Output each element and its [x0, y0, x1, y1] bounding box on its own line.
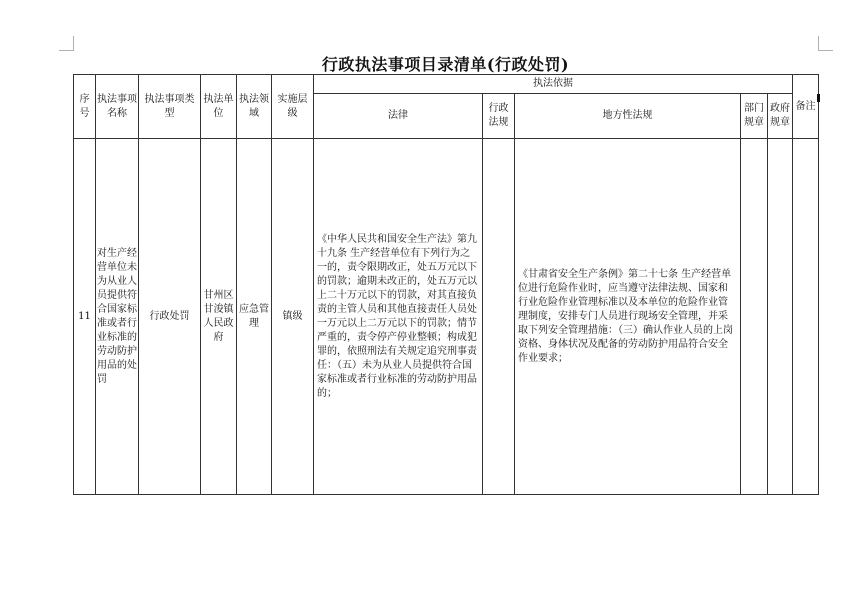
header-seq: 序号: [74, 75, 96, 139]
cell-local-reg: 《甘肃省安全生产条例》第二十七条 生产经营单位进行危险作业时，应当遵守法律法规、国家和行业危险作业管理标准以及本单位的危险作业管理制度，安排专门人员进行现场安全管理，并采取下列安全管理措施：（三）确认作业人员的上岗资格、身体状况及配备的劳动防护用品符合安全作业要求；: [515, 139, 741, 495]
cell-law: 《中华人民共和国安全生产法》第九十九条 生产经营单位有下列行为之一的，责令限期改正，处五万元以下的罚款；逾期未改正的，处五万元以上二十万元以下的罚款，对其直接负责的主管人员和其他直接责任人员处一万元以上二万元以下的罚款；情节严重的，责令停产停业整顿；构成犯罪的，依照刑法有关规定追究刑事责任：（五）未为从业人员提供符合国家标准或者行业标准的劳动防护用品的；: [314, 139, 483, 495]
header-remark: 备注: [793, 75, 819, 139]
crop-mark-top-left: [59, 36, 74, 51]
header-law: 法律: [314, 94, 483, 139]
table-row: [74, 139, 819, 495]
header-admin-reg: 行政法规: [483, 94, 515, 139]
header-dept-rule: 部门规章: [741, 94, 768, 139]
cell-seq: 11: [74, 139, 96, 495]
cell-item-name: 对生产经营单位未为从业人员提供符合国家标准或者行业标准的劳动防护用品的处罚: [96, 139, 139, 495]
header-domain: 执法领域: [237, 75, 272, 139]
header-unit: 执法单位: [201, 75, 237, 139]
cell-unit: 甘州区甘浚镇人民政府: [201, 139, 237, 495]
header-level: 实施层级: [272, 75, 314, 139]
crop-mark-top-right: [818, 36, 833, 51]
cell-level: 镇级: [272, 139, 314, 495]
header-local-reg: 地方性法规: [515, 94, 741, 139]
cell-domain: 应急管理: [237, 139, 272, 495]
cell-admin-reg: [483, 139, 515, 495]
text-cursor-marker: [817, 94, 820, 102]
cell-gov-rule: [768, 139, 793, 495]
document-title: 行政执法事项目录清单(行政处罚): [321, 55, 570, 74]
cell-item-type: 行政处罚: [139, 139, 201, 495]
header-item-type: 执法事项类型: [139, 75, 201, 139]
enforcement-table: [73, 74, 819, 495]
header-item-name: 执法事项名称: [96, 75, 139, 139]
header-gov-rule: 政府规章: [768, 94, 793, 139]
header-basis: 执法依据: [314, 75, 793, 94]
cell-remark: [793, 139, 819, 495]
cell-dept-rule: [741, 139, 768, 495]
